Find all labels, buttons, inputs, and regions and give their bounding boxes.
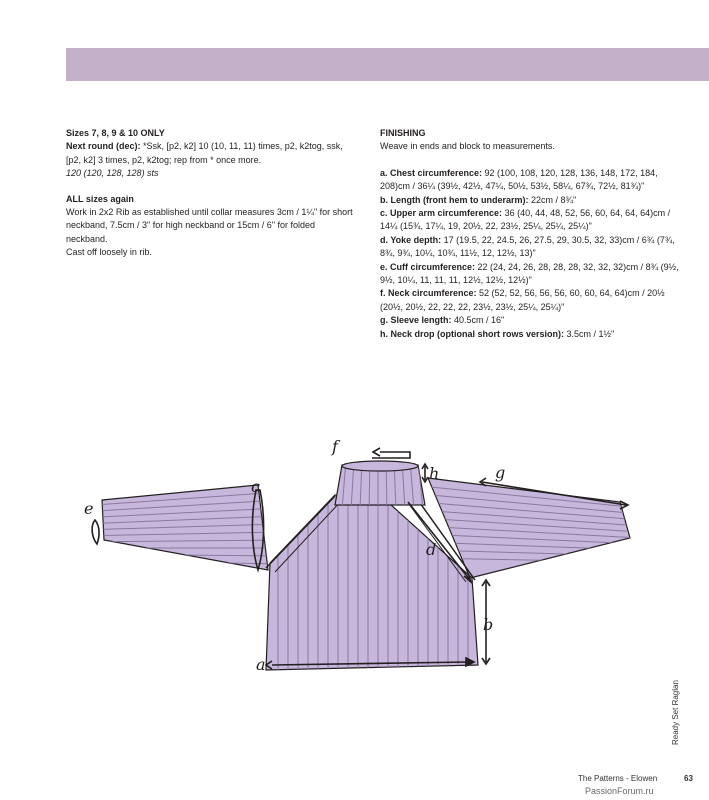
label-h: h: [429, 464, 440, 483]
measurement-label: d. Yoke depth:: [380, 234, 442, 245]
measurement-value: 92 (100, 108, 120, 128, 136, 148, 172, 184, 208)cm / 36¼ (39½, 42½, 47¼, 50½, 53½, 58¼, 67¾, 72½, 81¾)": [380, 167, 658, 192]
watermark: PassionForum.ru: [585, 786, 654, 796]
measurement-value: 40.5cm / 16": [451, 315, 505, 326]
next-round-text: *Ssk, [p2, k2] 10 (10, 11, 11) times, p2, k2tog, ssk, [p2, k2] 3 times, p2, k2tog; rep from * once more.: [66, 141, 343, 165]
measurement-h: [380, 328, 680, 341]
measurement-b: [380, 194, 680, 207]
label-c: c: [251, 477, 260, 496]
left-column: [66, 127, 356, 260]
measurement-label: h. Neck drop (optional short rows version):: [380, 328, 565, 339]
measurement-c: [380, 207, 680, 234]
sweater-schematic: [80, 430, 650, 690]
label-b: b: [483, 615, 494, 634]
measurement-value: 22cm / 8¾": [528, 194, 577, 205]
sizes-heading: Sizes 7, 8, 9 & 10 ONLY: [66, 128, 165, 138]
label-a: a: [256, 655, 266, 674]
label-g: g: [495, 463, 506, 482]
measurement-label: a. Chest circumference:: [380, 167, 483, 178]
label-f: f: [332, 437, 338, 456]
right-column: [380, 127, 680, 341]
measurement-value: 17 (19.5, 22, 24.5, 26, 27.5, 29, 30.5, 32, 33)cm / 6¾ (7¾, 8¾, 9¾, 10¼, 10¾, 11½, 12, 12½, 13)": [380, 234, 675, 259]
measurement-d: [380, 234, 680, 261]
measurement-value: 3.5cm / 1½": [564, 328, 615, 339]
header-band: [66, 48, 709, 81]
measurement-e: [380, 261, 680, 288]
all-sizes-heading: ALL sizes again: [66, 193, 134, 204]
finishing-heading: FINISHING: [380, 128, 426, 138]
measurement-label: f. Neck circumference:: [380, 288, 477, 299]
measurement-a: [380, 167, 680, 194]
finishing-text: Weave in ends and block to measurements.: [380, 141, 555, 152]
next-round-paragraph: [66, 140, 356, 167]
measurement-g: [380, 314, 680, 327]
all-sizes-text: Work in 2x2 Rib as established until collar measures 3cm / 1¼" for short neckband, 7.5cm / 3" for high neckband or 15cm / 6" for folded neckband.: [66, 207, 353, 244]
measurement-value: 36 (40, 44, 48, 52, 56, 60, 64, 64, 64)cm / 14¼ (15¾, 17¼, 19, 20½, 22, 23½, 25¼, 25¼, 25¼)": [380, 208, 671, 232]
label-d: d: [426, 540, 437, 559]
footer-title: The Patterns - Elowen: [578, 774, 658, 783]
measurement-label: g. Sleeve length:: [380, 315, 452, 326]
measurement-label: b. Length (front hem to underarm):: [380, 194, 529, 205]
next-round-label: Next round (dec):: [66, 141, 141, 152]
collar: [335, 460, 425, 510]
side-label: Ready Set Raglan: [671, 680, 680, 745]
measurement-label: e. Cuff circumference:: [380, 261, 476, 272]
cast-off-text: Cast off loosely in rib.: [66, 247, 152, 258]
measurement-f: [380, 287, 680, 314]
left-sleeve: [80, 485, 280, 570]
measurement-value: 22 (24, 24, 26, 28, 28, 28, 32, 32, 32)cm / 8¾ (9½, 9½, 10¼, 11, 11, 11, 12½, 12½, 12½)": [380, 261, 679, 286]
measurement-label: c. Upper arm circumference:: [380, 208, 503, 219]
page-number: 63: [684, 774, 693, 783]
stitch-count: 120 (120, 128, 128) sts: [66, 168, 159, 179]
label-e: e: [84, 499, 94, 518]
measurement-value: 52 (52, 52, 56, 56, 56, 60, 60, 64, 64)cm / 20½ (20½, 20½, 22, 22, 22, 23½, 23½, 25¼, 25¼)": [380, 288, 665, 312]
